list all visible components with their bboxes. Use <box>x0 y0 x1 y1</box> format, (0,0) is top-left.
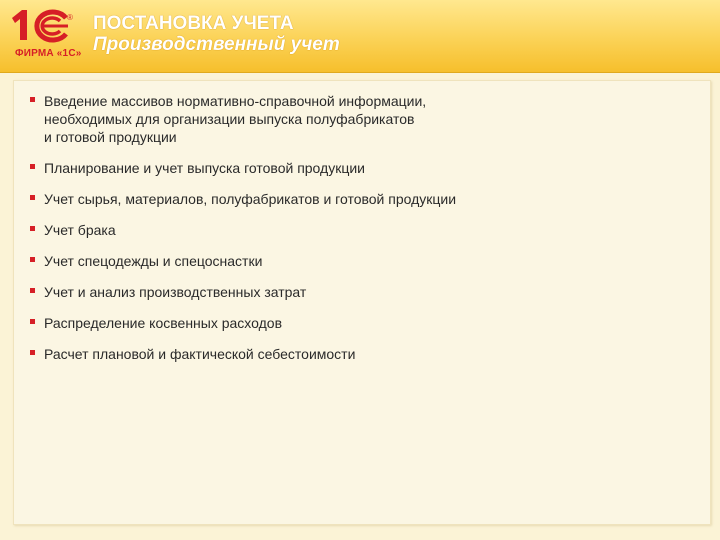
bullet-square-icon <box>30 226 35 231</box>
bullet-square-icon <box>30 257 35 262</box>
logo-1c-icon <box>6 6 84 46</box>
bullet-text-line: Учет и анализ производственных затрат <box>44 284 307 300</box>
bullet-square-icon <box>30 164 35 169</box>
bullet-item <box>30 252 456 270</box>
bullet-text-line: необходимых для организации выпуска полуфабрикатов <box>44 111 415 127</box>
bullet-item <box>30 92 456 146</box>
company-logo <box>6 6 84 66</box>
content-panel <box>13 80 711 525</box>
bullet-text-line: Учет спецодежды и спецоснастки <box>44 253 263 269</box>
bullet-text-line: Введение массивов нормативно-справочной информации, <box>44 93 427 109</box>
bullet-list <box>30 92 456 376</box>
bullet-text-line: Учет сырья, материалов, полуфабрикатов и готовой продукции <box>44 191 457 207</box>
bullet-text-line: и готовой продукции <box>44 129 177 145</box>
bullet-item <box>30 190 456 208</box>
page-title: ПОСТАНОВКА УЧЕТА <box>93 13 294 34</box>
bullet-square-icon <box>30 350 35 355</box>
bullet-item <box>30 159 456 177</box>
bullet-square-icon <box>30 319 35 324</box>
bullet-item <box>30 314 456 332</box>
logo-caption: ФИРМА «1С» <box>15 48 82 59</box>
registered-mark: ® <box>67 13 73 22</box>
bullet-item <box>30 283 456 301</box>
bullet-square-icon <box>30 195 35 200</box>
page-subtitle: Производственный учет <box>93 34 340 55</box>
bullet-item <box>30 345 456 363</box>
bullet-text-line: Расчет плановой и фактической себестоимости <box>44 346 356 362</box>
bullet-text-line: Планирование и учет выпуска готовой продукции <box>44 160 365 176</box>
bullet-square-icon <box>30 97 35 102</box>
bullet-text-line: Учет брака <box>44 222 116 238</box>
bullet-square-icon <box>30 288 35 293</box>
header-bar <box>0 0 720 73</box>
bullet-item <box>30 221 456 239</box>
bullet-text-line: Распределение косвенных расходов <box>44 315 283 331</box>
